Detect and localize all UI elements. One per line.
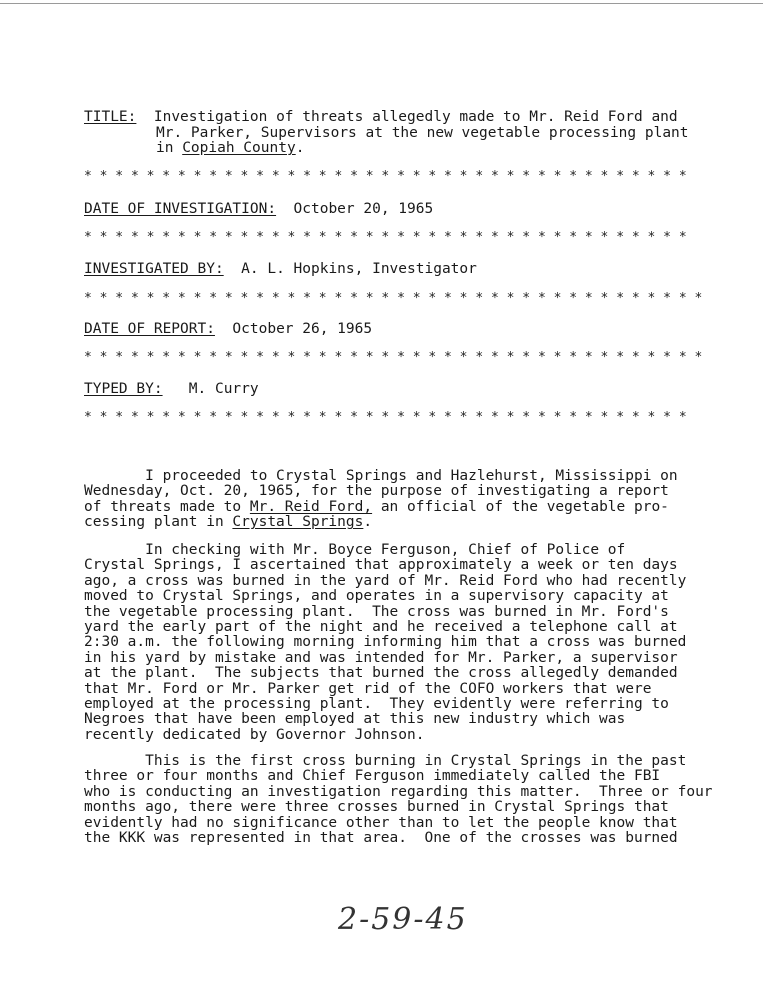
p2-line-1: In checking with Mr. Boyce Ferguson, Chief of Police of <box>84 542 626 558</box>
p2-line-11: employed at the processing plant. They evidently were referring to <box>84 696 669 713</box>
p1-line-4-b: . <box>363 514 373 531</box>
handwritten-file-number: 2-59-45 <box>338 902 468 937</box>
p2-line-12: Negroes that have been employed at this new industry which was <box>84 711 626 728</box>
scan-edge-line <box>0 3 763 4</box>
p2-line-10: that Mr. Ford or Mr. Parker get rid of the COFO workers that were <box>84 680 652 697</box>
p2-line-3: ago, a cross was burned in the yard of Mr. Reid Ford who had recently <box>84 572 687 589</box>
crystal-springs-underlined: Crystal Springs <box>232 514 364 531</box>
p2-line-5: the vegetable processing plant. The cross was burned in Mr. Ford's <box>84 603 669 620</box>
date-report-value: October 26, 1965 <box>232 321 373 337</box>
title-line-3-prefix: in <box>156 140 183 156</box>
date-of-investigation <box>84 202 433 217</box>
typed-by <box>84 382 259 397</box>
p2-line-7: 2:30 a.m. the following morning informing him that a cross was burned <box>84 634 687 651</box>
p1-line-3-b: an official of the vegetable pro- <box>372 498 669 515</box>
p2-line-13: recently dedicated by Governor Johnson. <box>84 726 425 743</box>
p3-line-4: months ago, there were three crosses burned in Crystal Springs that <box>84 799 669 816</box>
title-line-2: Mr. Parker, Supervisors at the new vegetable processing plant <box>156 124 689 141</box>
p3-line-5: evidently had no significance other than to let the people know that <box>84 814 678 831</box>
date-report-label: DATE OF REPORT: <box>84 321 215 337</box>
p3-line-6: the KKK was represented in that area. One of the crosses was burned <box>84 830 678 847</box>
investigated-by-label: INVESTIGATED BY: <box>84 261 224 277</box>
date-investigation-value: October 20, 1965 <box>293 201 434 217</box>
title-label: TITLE: <box>84 109 137 125</box>
title-county: Copiah County <box>182 140 296 156</box>
star-divider-2: * * * * * * * * * * * * * * * * * * * * * * * * * * * * * * * * * * * * * * * <box>84 230 687 245</box>
p1-line-4 <box>84 515 724 530</box>
star-divider-4: * * * * * * * * * * * * * * * * * * * * * * * * * * * * * * * * * * * * * * * * <box>84 350 703 365</box>
p2-line-6: yard the early part of the night and he received a telephone call at <box>84 619 678 636</box>
investigated-by-value: A. L. Hopkins, Investigator <box>241 261 477 277</box>
star-divider-3: * * * * * * * * * * * * * * * * * * * * * * * * * * * * * * * * * * * * * * * * <box>84 291 703 306</box>
date-of-report <box>84 322 372 337</box>
p3-line-2: three or four months and Chief Ferguson immediately called the FBI <box>84 768 661 785</box>
title-line-1 <box>84 110 678 125</box>
paragraph-3 <box>84 754 724 846</box>
p1-line-4-a: cessing plant in <box>84 514 233 531</box>
typed-by-value: M. Curry <box>188 381 259 397</box>
title-line-3 <box>156 141 304 156</box>
p1-line-2: Wednesday, Oct. 20, 1965, for the purpose of investigating a report <box>84 483 669 500</box>
investigated-by <box>84 262 477 277</box>
p2-line-9: at the plant. The subjects that burned the cross allegedly demanded <box>84 665 678 682</box>
paragraph-1 <box>84 469 724 531</box>
p2-line-4: moved to Crystal Springs, and operates in a supervisory capacity at <box>84 588 669 605</box>
p1-line-3-a: of threats made to <box>84 498 250 515</box>
reid-ford-underlined: Mr. Reid Ford, <box>249 498 373 515</box>
title-text-1: Investigation of threats allegedly made to Mr. Reid Ford and <box>153 109 678 125</box>
title-line-3-suffix: . <box>295 140 305 156</box>
p1-line-3 <box>84 500 724 515</box>
p3-line-3: who is conducting an investigation regarding this matter. Three or four <box>84 783 713 800</box>
p2-line-8: in his yard by mistake and was intended for Mr. Parker, a supervisor <box>84 649 678 666</box>
date-investigation-label: DATE OF INVESTIGATION: <box>84 201 277 217</box>
star-divider-5: * * * * * * * * * * * * * * * * * * * * * * * * * * * * * * * * * * * * * * * <box>84 410 687 425</box>
typed-by-label: TYPED BY: <box>84 381 163 397</box>
p1-line-1: I proceeded to Crystal Springs and Hazlehurst, Mississippi on <box>84 468 678 484</box>
paragraph-2 <box>84 543 724 743</box>
star-divider-1: * * * * * * * * * * * * * * * * * * * * * * * * * * * * * * * * * * * * * * * <box>84 169 687 184</box>
p3-line-1: This is the first cross burning in Crystal Springs in the past <box>84 753 687 769</box>
p2-line-2: Crystal Springs, I ascertained that approximately a week or ten days <box>84 557 678 574</box>
